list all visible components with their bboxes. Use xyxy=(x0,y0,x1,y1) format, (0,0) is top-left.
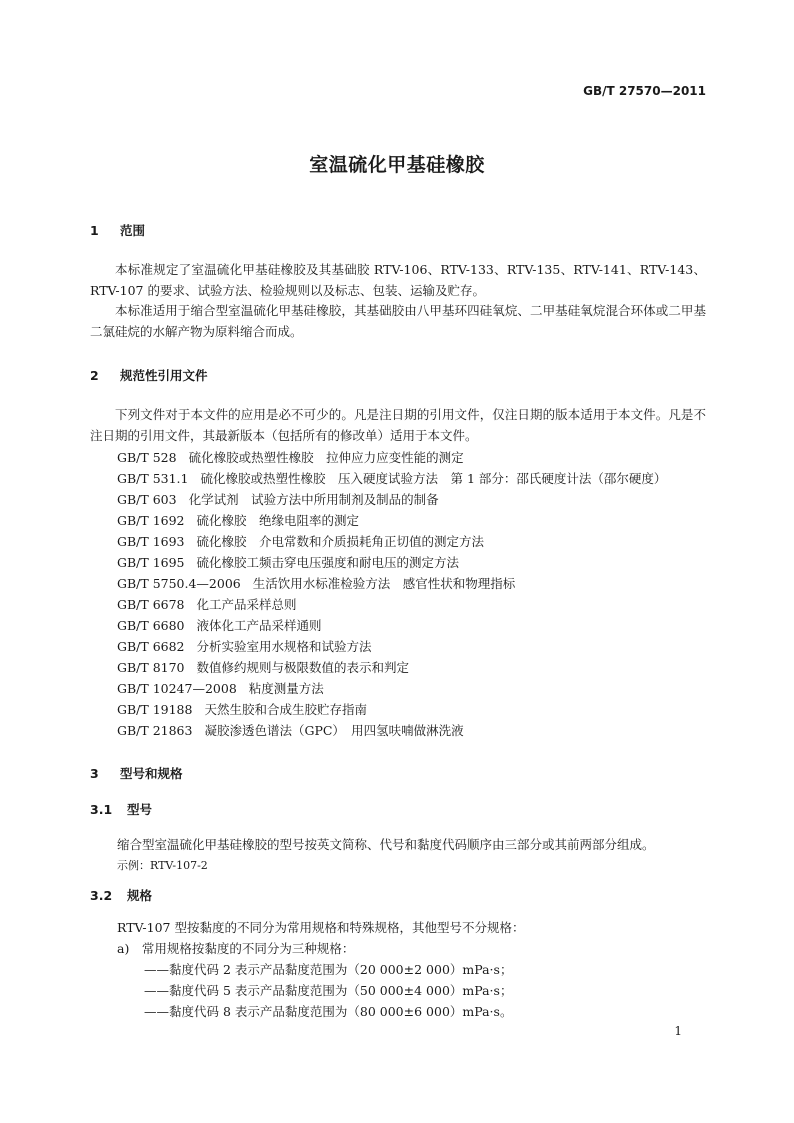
reference-item xyxy=(117,637,372,655)
section-3-2-heading xyxy=(90,886,152,904)
reference-title: 生活饮用水标准检验方法 感官性状和物理指标 xyxy=(252,576,516,591)
reference-code: GB/T 6682 xyxy=(117,639,185,654)
section-number: 3 xyxy=(90,766,99,781)
reference-code: GB/T 528 xyxy=(117,450,177,465)
reference-title: 数值修约规则与极限数值的表示和判定 xyxy=(196,660,410,675)
dash-list-item: ——黏度代码 2 表示产品黏度范围为（20 000±2 000）mPa·s； xyxy=(144,962,513,977)
reference-title: 化学试剂 试验方法中所用制剂及制品的制备 xyxy=(188,492,439,507)
section-3-heading xyxy=(90,764,183,782)
reference-code: GB/T 19188 xyxy=(117,702,193,717)
section-title: 型号 xyxy=(127,802,153,817)
reference-item xyxy=(117,721,464,739)
section-1-paragraph-1: 本标准规定了室温硫化甲基硅橡胶及其基础胶 RTV-106、RTV-133、RTV-135、RTV-141、RTV-143、RTV-107 的要求、试验方法、检验规则以及标志、包装、运输及贮存。 xyxy=(90,262,706,298)
reference-item xyxy=(117,553,459,571)
standard-number: GB/T 27570—2011 xyxy=(583,84,706,98)
section-2-heading xyxy=(90,366,208,384)
list-item-a: a) 常用规格按黏度的不同分为三种规格： xyxy=(117,941,355,956)
reference-item xyxy=(117,448,464,466)
reference-code: GB/T 1692 xyxy=(117,513,185,528)
reference-item xyxy=(117,469,666,487)
section-number: 1 xyxy=(90,223,99,238)
reference-item xyxy=(117,616,322,634)
section-title: 规范性引用文件 xyxy=(120,368,208,383)
section-2-intro: 下列文件对于本文件的应用是必不可少的。凡是注日期的引用文件，仅注日期的版本适用于本文件。凡是不注日期的引用文件，其最新版本（包括所有的修改单）适用于本文件。 xyxy=(90,407,706,443)
reference-code: GB/T 5750.4—2006 xyxy=(117,576,241,591)
section-number: 2 xyxy=(90,368,99,383)
section-1-heading xyxy=(90,221,145,239)
reference-title: 硫化橡胶 介电常数和介质损耗角正切值的测定方法 xyxy=(196,534,485,549)
reference-code: GB/T 531.1 xyxy=(117,471,189,486)
reference-item xyxy=(117,532,484,550)
reference-item xyxy=(117,574,515,592)
reference-title: 硫化橡胶工频击穿电压强度和耐电压的测定方法 xyxy=(196,555,460,570)
reference-code: GB/T 21863 xyxy=(117,723,193,738)
reference-code: GB/T 1695 xyxy=(117,555,185,570)
reference-title: 天然生胶和合成生胶贮存指南 xyxy=(204,702,367,717)
reference-item xyxy=(117,595,297,613)
dash-list-item: ——黏度代码 5 表示产品黏度范围为（50 000±4 000）mPa·s； xyxy=(144,983,513,998)
reference-code: GB/T 6678 xyxy=(117,597,185,612)
reference-title: 粘度测量方法 xyxy=(248,681,324,696)
document-title: 室温硫化甲基硅橡胶 xyxy=(309,154,485,176)
reference-title: 凝胶渗透色谱法（GPC） 用四氢呋喃做淋洗液 xyxy=(204,723,464,738)
section-number: 3.2 xyxy=(90,888,113,903)
reference-code: GB/T 10247—2008 xyxy=(117,681,237,696)
reference-item xyxy=(117,700,367,718)
reference-title: 硫化橡胶或热塑性橡胶 拉伸应力应变性能的测定 xyxy=(188,450,464,465)
section-title: 范围 xyxy=(120,223,146,238)
section-3-1-heading xyxy=(90,800,152,818)
section-3-2-paragraph: RTV-107 型按黏度的不同分为常用规格和特殊规格，其他型号不分规格： xyxy=(117,920,525,935)
section-title: 型号和规格 xyxy=(120,766,183,781)
reference-item xyxy=(117,658,409,676)
section-number: 3.1 xyxy=(90,802,113,817)
reference-item xyxy=(117,511,359,529)
reference-title: 液体化工产品采样通则 xyxy=(196,618,322,633)
reference-title: 硫化橡胶 绝缘电阻率的测定 xyxy=(196,513,360,528)
section-title: 规格 xyxy=(127,888,153,903)
reference-title: 化工产品采样总则 xyxy=(196,597,297,612)
reference-code: GB/T 6680 xyxy=(117,618,185,633)
reference-title: 分析实验室用水规格和试验方法 xyxy=(196,639,372,654)
section-3-1-paragraph: 缩合型室温硫化甲基硅橡胶的型号按英文简称、代号和黏度代码顺序由三部分或其前两部分组成。 xyxy=(117,837,655,852)
reference-item xyxy=(117,490,439,508)
reference-code: GB/T 603 xyxy=(117,492,177,507)
example-line: 示例：RTV-107-2 xyxy=(117,859,208,872)
dash-list-item: ——黏度代码 8 表示产品黏度范围为（80 000±6 000）mPa·s。 xyxy=(144,1004,513,1019)
reference-code: GB/T 8170 xyxy=(117,660,185,675)
reference-code: GB/T 1693 xyxy=(117,534,185,549)
reference-title: 硫化橡胶或热塑性橡胶 压入硬度试验方法 第 1 部分：邵氏硬度计法（邵尔硬度） xyxy=(200,471,667,486)
reference-item xyxy=(117,679,324,697)
section-1-paragraph-2: 本标准适用于缩合型室温硫化甲基硅橡胶，其基础胶由八甲基环四硅氧烷、二甲基硅氧烷混合环体或二甲基二氯硅烷的水解产物为原料缩合而成。 xyxy=(90,303,706,339)
page-number: 1 xyxy=(674,1024,682,1038)
